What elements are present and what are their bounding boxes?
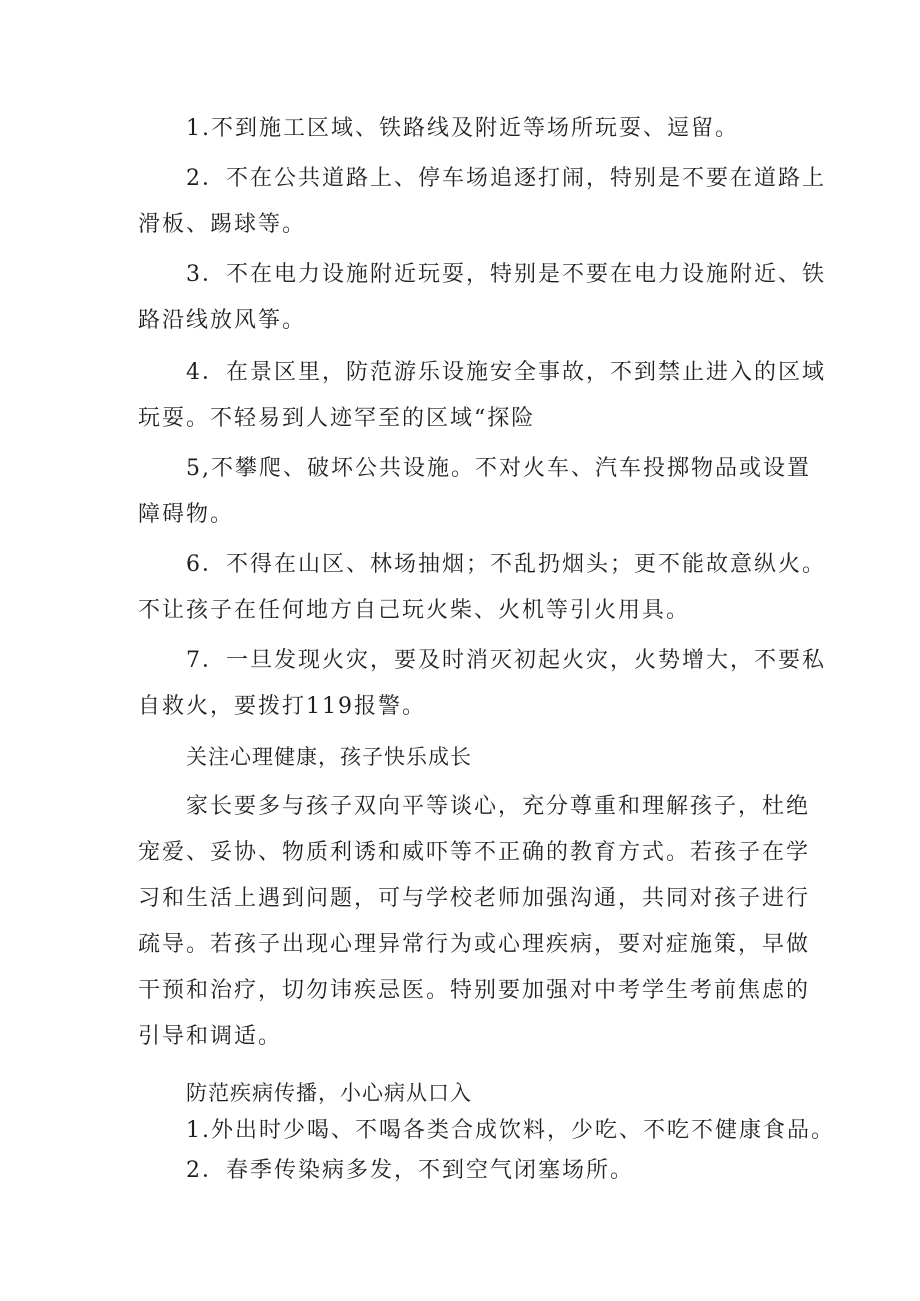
heading-text: 关注心理健康，孩子快乐成长 (186, 745, 472, 769)
text-line: 5,不攀爬、破坏公共设施。不对火车、汽车投掷物品或设置 (186, 456, 811, 481)
text-line: 1.不到施工区域、铁路线及附近等场所玩耍、逗留。 (186, 116, 739, 141)
text-line: 1.外出时少喝、不喝各类合成饮料，少吃、不吃不健康食品。 (186, 1118, 835, 1143)
text-line: 滑板、踢球等。 (138, 212, 307, 237)
disease-item-2 (138, 1148, 798, 1194)
text-line: 3．不在电力设施附近玩耍，特别是不要在电力设施附近、铁 (186, 262, 826, 287)
text-line: 疏导。若孩子出现心理异常行为或心理疾病，要对症施策，早做 (138, 932, 811, 957)
text-line: 引导和调适。 (138, 1024, 283, 1049)
text-line: 家长要多与孩子双向平等谈心，充分尊重和理解孩子，杜绝 (186, 794, 811, 819)
safety-item-3 (138, 252, 826, 344)
text-line: 6．不得在山区、林场抽烟；不乱扔烟头；更不能故意纵火。 (186, 552, 826, 577)
text-line: 干预和治疗，切勿讳疾忌医。特别要加强对中考学生考前焦虑的 (138, 978, 811, 1003)
text-line: 路沿线放风筝。 (138, 308, 307, 333)
text-line: 7．一旦发现火灾，要及时消灭初起火灾，火势增大，不要私 (186, 648, 826, 673)
heading-text: 防范疾病传播，小心病从口入 (186, 1081, 472, 1105)
text-line: 自救火，要拨打119报警。 (138, 694, 426, 719)
text-line: 玩耍。不轻易到人迹罕至的区域“探险 (138, 406, 536, 431)
text-line: 不让孩子在任何地方自己玩火柴、火机等引火用具。 (138, 598, 691, 623)
safety-item-4 (138, 350, 826, 442)
safety-item-7 (138, 638, 826, 730)
mental-health-paragraph (138, 784, 811, 1060)
safety-item-6 (138, 542, 826, 634)
text-line: 习和生活上遇到问题，可与学校老师加强沟通，共同对孩子进行 (138, 886, 811, 911)
text-line: 障碍物。 (138, 502, 235, 527)
safety-item-2 (138, 156, 826, 248)
section-heading-mental-health (138, 734, 798, 780)
text-line: 宠爱、妥协、物质利诱和威吓等不正确的教育方式。若孩子在学 (138, 840, 811, 865)
text-line: 4．在景区里，防范游乐设施安全事故，不到禁止进入的区域 (186, 360, 826, 385)
safety-item-5 (138, 446, 811, 538)
safety-item-1 (138, 106, 798, 152)
text-line: 2．春季传染病多发，不到空气闭塞场所。 (186, 1158, 634, 1183)
text-line: 2．不在公共道路上、停车场追逐打闹，特别是不要在道路上 (186, 166, 826, 191)
